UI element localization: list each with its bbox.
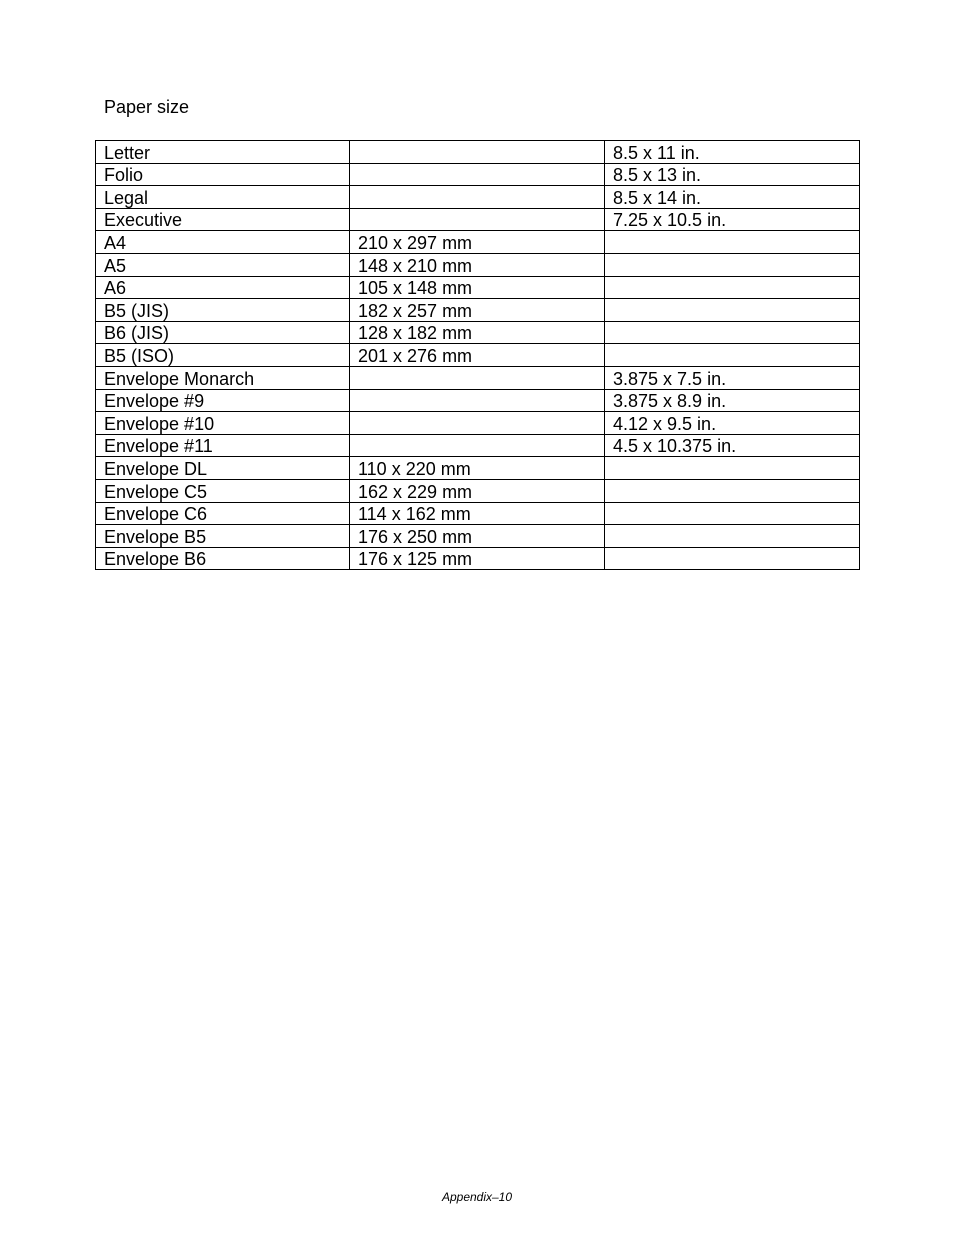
imperial-size-cell — [605, 344, 860, 367]
paper-name-cell: A5 — [96, 253, 350, 276]
table-row — [96, 547, 860, 570]
imperial-size-cell: 7.25 x 10.5 in. — [605, 208, 860, 231]
paper-name-cell: B6 (JIS) — [96, 321, 350, 344]
imperial-size-cell: 3.875 x 8.9 in. — [605, 389, 860, 412]
paper-name-cell: Envelope Monarch — [96, 366, 350, 389]
metric-size-cell — [350, 366, 605, 389]
paper-name-cell: A4 — [96, 231, 350, 254]
imperial-size-cell — [605, 525, 860, 548]
table-row — [96, 276, 860, 299]
page-footer: Appendix–10 — [441, 1190, 513, 1204]
paper-name-cell: B5 (ISO) — [96, 344, 350, 367]
imperial-size-cell: 8.5 x 14 in. — [605, 186, 860, 209]
paper-name-cell: B5 (JIS) — [96, 299, 350, 322]
paper-name-cell: Envelope C6 — [96, 502, 350, 525]
table-row — [96, 344, 860, 367]
table-row — [96, 479, 860, 502]
imperial-size-cell — [605, 231, 860, 254]
imperial-size-cell — [605, 321, 860, 344]
imperial-size-cell — [605, 547, 860, 570]
metric-size-cell — [350, 163, 605, 186]
table-row — [96, 163, 860, 186]
table-row — [96, 525, 860, 548]
table-row — [96, 231, 860, 254]
paper-size-table-body — [96, 141, 860, 570]
paper-name-cell: Envelope DL — [96, 457, 350, 480]
imperial-size-cell — [605, 502, 860, 525]
table-row — [96, 502, 860, 525]
paper-name-cell: Envelope #9 — [96, 389, 350, 412]
imperial-size-cell: 3.875 x 7.5 in. — [605, 366, 860, 389]
imperial-size-cell: 4.12 x 9.5 in. — [605, 412, 860, 435]
paper-name-cell: Envelope C5 — [96, 479, 350, 502]
metric-size-cell — [350, 141, 605, 164]
metric-size-cell: 201 x 276 mm — [350, 344, 605, 367]
metric-size-cell: 176 x 125 mm — [350, 547, 605, 570]
metric-size-cell — [350, 412, 605, 435]
table-row — [96, 321, 860, 344]
table-row — [96, 434, 860, 457]
metric-size-cell: 162 x 229 mm — [350, 479, 605, 502]
table-row — [96, 208, 860, 231]
table-row — [96, 253, 860, 276]
paper-size-table — [95, 140, 860, 570]
metric-size-cell — [350, 434, 605, 457]
metric-size-cell — [350, 208, 605, 231]
table-row — [96, 412, 860, 435]
metric-size-cell: 105 x 148 mm — [350, 276, 605, 299]
table-row — [96, 389, 860, 412]
section-title: Paper size — [104, 97, 190, 117]
paper-name-cell: Envelope B5 — [96, 525, 350, 548]
imperial-size-cell: 4.5 x 10.375 in. — [605, 434, 860, 457]
table-row — [96, 457, 860, 480]
metric-size-cell — [350, 389, 605, 412]
paper-name-cell: A6 — [96, 276, 350, 299]
imperial-size-cell — [605, 479, 860, 502]
metric-size-cell: 182 x 257 mm — [350, 299, 605, 322]
metric-size-cell: 128 x 182 mm — [350, 321, 605, 344]
table-row — [96, 299, 860, 322]
paper-name-cell: Folio — [96, 163, 350, 186]
metric-size-cell: 210 x 297 mm — [350, 231, 605, 254]
imperial-size-cell — [605, 457, 860, 480]
paper-name-cell: Envelope B6 — [96, 547, 350, 570]
imperial-size-cell — [605, 299, 860, 322]
paper-name-cell: Executive — [96, 208, 350, 231]
metric-size-cell: 114 x 162 mm — [350, 502, 605, 525]
imperial-size-cell: 8.5 x 13 in. — [605, 163, 860, 186]
metric-size-cell — [350, 186, 605, 209]
metric-size-cell: 176 x 250 mm — [350, 525, 605, 548]
imperial-size-cell — [605, 253, 860, 276]
metric-size-cell: 110 x 220 mm — [350, 457, 605, 480]
paper-name-cell: Envelope #10 — [96, 412, 350, 435]
imperial-size-cell — [605, 276, 860, 299]
paper-name-cell: Letter — [96, 141, 350, 164]
imperial-size-cell: 8.5 x 11 in. — [605, 141, 860, 164]
paper-name-cell: Legal — [96, 186, 350, 209]
table-row — [96, 186, 860, 209]
table-row — [96, 141, 860, 164]
table-row — [96, 366, 860, 389]
paper-name-cell: Envelope #11 — [96, 434, 350, 457]
metric-size-cell: 148 x 210 mm — [350, 253, 605, 276]
